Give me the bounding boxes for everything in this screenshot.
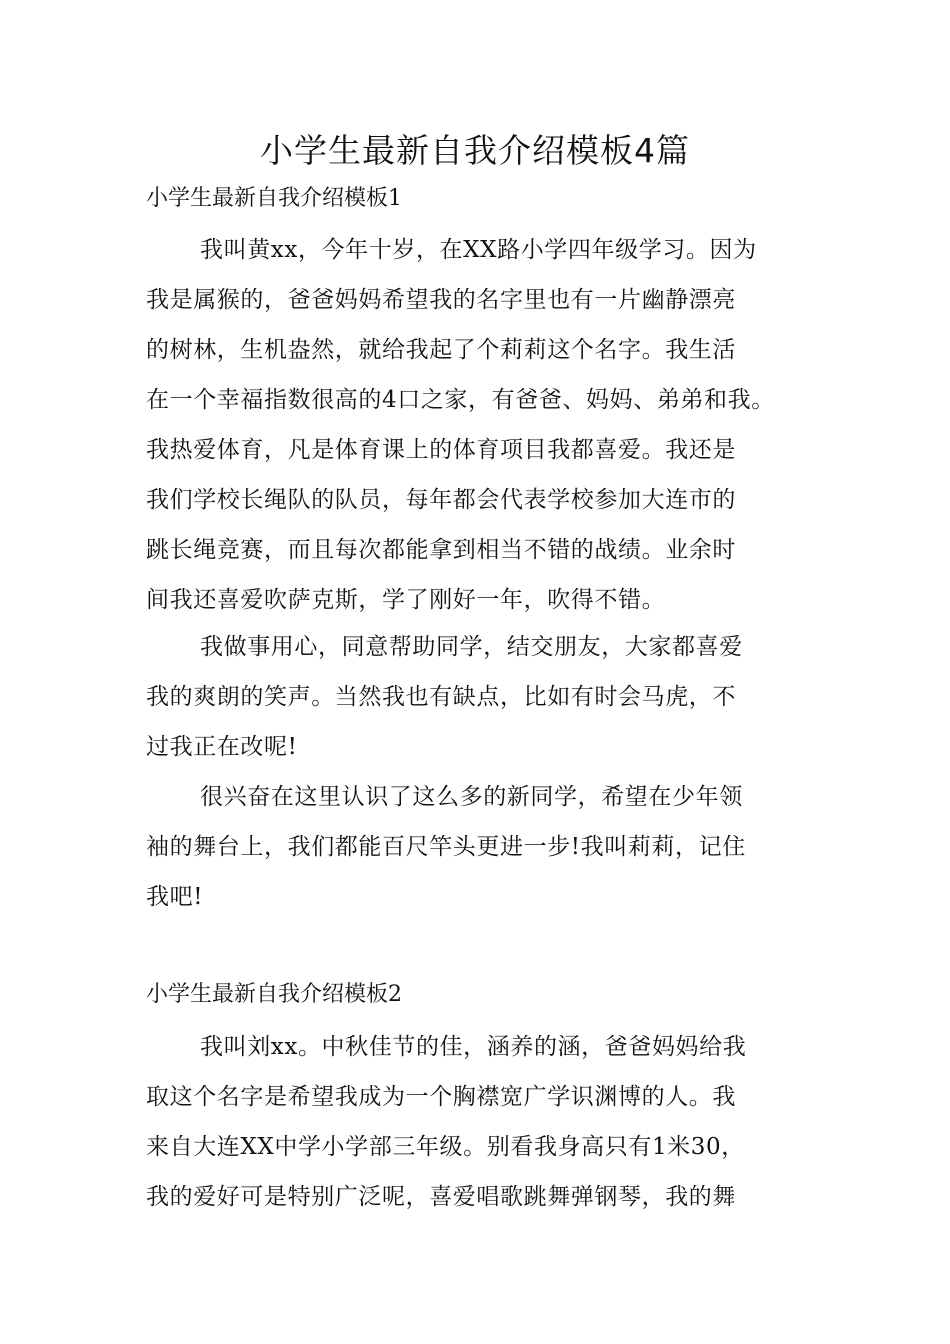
text-line: 我的爽朗的笑声。当然我也有缺点，比如有时会马虎，不 [146, 684, 736, 710]
text-line: 我是属猴的，爸爸妈妈希望我的名字里也有一片幽静漂亮 [146, 287, 736, 313]
paragraph-1-3 [146, 772, 814, 922]
text-line: 很兴奋在这里认识了这么多的新同学，希望在少年领 [200, 784, 743, 810]
text-line: 我的爱好可是特别广泛呢，喜爱唱歌跳舞弹钢琴，我的舞 [146, 1184, 736, 1210]
section-heading-1: 小学生最新自我介绍模板1 [146, 186, 402, 211]
text-line: 取这个名字是希望我成为一个胸襟宽广学识渊博的人。我 [146, 1084, 736, 1110]
text-line: 来自大连XX中学小学部三年级。别看我身高只有1米30， [146, 1134, 745, 1160]
paragraph-2-1 [146, 1022, 814, 1222]
section-heading-2: 小学生最新自我介绍模板2 [146, 982, 402, 1007]
paragraph-1-1 [146, 225, 814, 625]
text-line: 的树林，生机盎然，就给我起了个莉莉这个名字。我生活 [146, 337, 736, 363]
text-line: 我们学校长绳队的队员，每年都会代表学校参加大连市的 [146, 487, 736, 513]
text-line: 我吧! [146, 884, 204, 910]
text-line: 过我正在改呢! [146, 734, 298, 760]
text-line: 我叫黄xx，今年十岁，在XX路小学四年级学习。因为 [200, 237, 757, 263]
document-title: 小学生最新自我介绍模板4篇 [260, 131, 690, 170]
text-line: 我热爱体育，凡是体育课上的体育项目我都喜爱。我还是 [146, 437, 736, 463]
text-line: 在一个幸福指数很高的4口之家，有爸爸、妈妈、弟弟和我。 [146, 387, 775, 413]
text-line: 袖的舞台上，我们都能百尺竿头更进一步!我叫莉莉，记住 [146, 834, 746, 860]
text-line: 跳长绳竞赛，而且每次都能拿到相当不错的战绩。业余时 [146, 537, 736, 563]
paragraph-1-2 [146, 622, 814, 772]
text-line: 我做事用心，同意帮助同学，结交朋友，大家都喜爱 [200, 634, 743, 660]
text-line: 间我还喜爱吹萨克斯，学了刚好一年，吹得不错。 [146, 587, 666, 613]
text-line: 我叫刘xx。中秋佳节的佳，涵养的涵，爸爸妈妈给我 [200, 1034, 747, 1060]
